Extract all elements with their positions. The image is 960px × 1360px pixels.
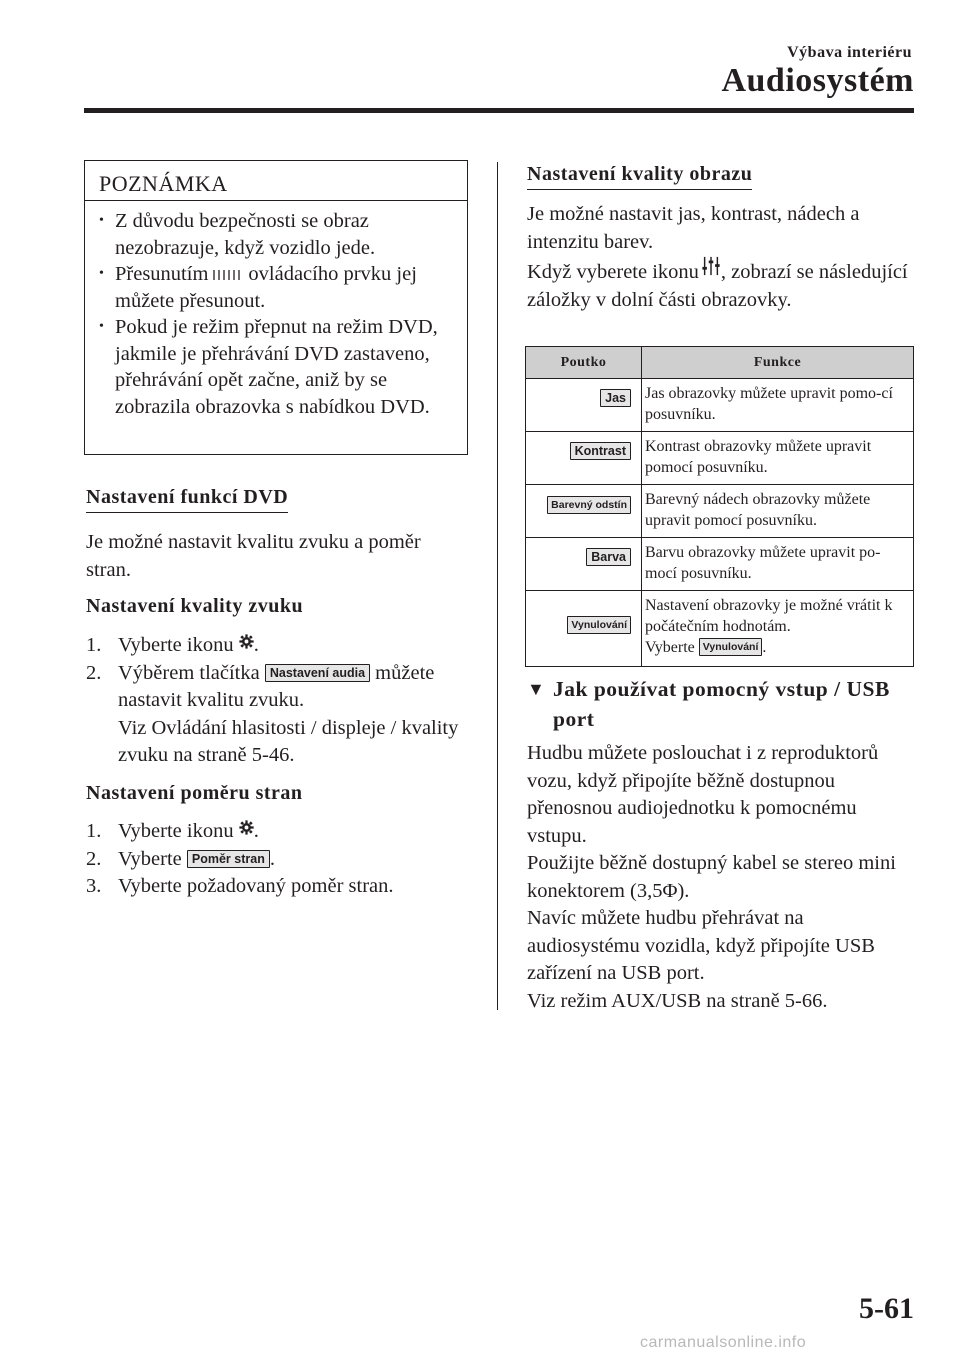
table-cell-function: Barvu obrazovky můžete upravit po-mocí posuvníku. (642, 538, 914, 591)
dvd-heading: Nastavení funkcí DVD (86, 486, 288, 513)
table-cell-tab (526, 379, 642, 432)
tab-contrast-button[interactable]: Kontrast (570, 442, 631, 460)
note-divider (85, 200, 467, 201)
step-text-end: . (253, 820, 259, 842)
aux-body (527, 740, 915, 1015)
step-text-end: . (253, 634, 259, 656)
note-item-text-before: Přesunutím (115, 263, 209, 285)
step-text (118, 846, 470, 874)
note-item-text-after: ovládacího prvku jej můžete přesunout. (115, 263, 417, 312)
note-item-text (115, 261, 459, 314)
image-intro-text-2 (527, 256, 915, 314)
note-item (99, 261, 459, 314)
step-number: 3. (86, 875, 102, 897)
sliders-icon (701, 256, 721, 276)
table-cell-function-text: Nastavení obrazovky je možné vrátit k počátečním hodnotám. (645, 597, 893, 635)
column-header-tab: Poutko (526, 347, 642, 379)
aux-paragraph: Navíc můžete hudbu přehrávat na audiosystému vozidla, když připojíte USB zařízení na USB port. (527, 907, 875, 984)
aspect-steps (86, 818, 470, 901)
watermark: carmanualsonline.info (640, 1334, 807, 1351)
tab-brightness-button[interactable]: Jas (600, 389, 631, 407)
image-section (527, 163, 752, 186)
bullet-icon: • (99, 213, 104, 228)
aspect-heading: Nastavení poměru stran (86, 782, 303, 804)
step-text: Vyberte požadovaný poměr stran. (118, 875, 394, 897)
aspect-ratio-button[interactable]: Poměr stran (187, 850, 270, 868)
table-row (526, 485, 914, 538)
table-row (526, 538, 914, 591)
step-text-label: Výběrem tlačítka (118, 661, 260, 684)
table-cell-tab (526, 432, 642, 485)
table-cell-extra-end: . (762, 639, 767, 656)
step-item (86, 632, 470, 660)
aux-heading-row (527, 674, 915, 734)
step-text-after: můžete nastavit kvalitu zvuku. (118, 661, 435, 711)
table-cell-function: Jas obrazovky můžete upravit pomo-cí posuvníku. (642, 379, 914, 432)
image-intro-after: , zobrazí se následující záložky v dolní části obrazovky. (527, 261, 908, 311)
note-item (99, 208, 459, 261)
dvd-intro: Je možné nastavit kvalitu zvuku a poměr stran. (86, 531, 421, 581)
step-text (118, 818, 470, 846)
table-cell-extra-text: Vyberte (645, 639, 695, 656)
table-row (526, 432, 914, 485)
step-number: 1. (86, 820, 102, 842)
tab-color-button[interactable]: Barva (586, 548, 631, 566)
step-item (86, 660, 470, 770)
table-cell-function: Kontrast obrazovky můžete upravit pomocí posuvníku. (642, 432, 914, 485)
table-cell-tab (526, 591, 642, 667)
bullet-icon: • (99, 266, 104, 281)
step-text-label: Vyberte ikonu (118, 820, 234, 842)
aux-paragraph: Hudbu můžete poslouchat i z reproduktorů vozu, když připojíte běžně dostupnou přenosnou audiojednotku k pomocnému vstupu. (527, 742, 879, 847)
image-intro-text: Je možné nastavit jas, kontrast, nádech a intenzitu barev. (527, 203, 860, 253)
table-cell-tab (526, 485, 642, 538)
reset-button[interactable]: Vynulování (699, 638, 763, 656)
audio-settings-button[interactable]: Nastavení audia (265, 664, 370, 682)
note-box (84, 160, 468, 455)
step-number: 2. (86, 661, 102, 684)
step-item (86, 846, 470, 874)
table-cell-function: Barevný nádech obrazovky můžete upravit pomocí posuvníku. (642, 485, 914, 538)
note-list (99, 208, 459, 420)
step-text (118, 632, 470, 660)
step-number: 1. (86, 634, 102, 656)
note-item-text: Pokud je režim přepnut na režim DVD, jakmile je přehrávání DVD zastaveno, přehrávání opět začne, aniž by se zobrazila obrazovka s nabídkou DVD. (115, 316, 438, 418)
step-item (86, 818, 470, 846)
aux-heading: Jak používat pomocný vstup / USB port (553, 677, 890, 731)
header-rule (84, 108, 914, 113)
table-cell-function (642, 591, 914, 667)
table-row (526, 591, 914, 667)
note-title: POZNÁMKA (99, 171, 228, 196)
image-heading: Nastavení kvality obrazu (527, 163, 752, 190)
gear-icon (239, 820, 254, 835)
table-cell-tab (526, 538, 642, 591)
gear-icon (239, 634, 254, 649)
step-reference: Viz Ovládání hlasitosti / displeje / kvality zvuku na straně 5-46. (118, 716, 459, 766)
step-item (86, 873, 470, 901)
tab-tint-button[interactable]: Barevný odstín (547, 496, 631, 514)
step-text-end: . (269, 847, 275, 870)
tab-reset-button[interactable]: Vynulování (567, 616, 631, 634)
step-text-label: Vyberte ikonu (118, 634, 234, 656)
note-item (99, 314, 459, 420)
drag-handle-icon (211, 269, 245, 281)
dvd-section (86, 486, 288, 509)
step-text-label: Vyberte (118, 847, 182, 870)
sound-heading: Nastavení kvality zvuku (86, 595, 304, 617)
column-divider (497, 162, 498, 1010)
table-row (526, 379, 914, 432)
aux-paragraph: Viz režim AUX/USB na straně 5-66. (527, 989, 828, 1012)
image-intro (527, 201, 915, 314)
aux-paragraph: Použijte běžně dostupný kabel se stereo mini konektorem (3,5Φ). (527, 852, 896, 902)
sound-steps (86, 632, 470, 770)
column-header-function: Funkce (642, 347, 914, 379)
image-intro-before: Když vyberete ikonu (527, 261, 699, 283)
step-number: 2. (86, 847, 102, 870)
triangle-marker-icon: ▼ (527, 679, 546, 699)
chapter-title: Audiosystém (721, 62, 914, 99)
table-header-row (526, 347, 914, 379)
bullet-icon: • (99, 319, 104, 334)
tabs-table (525, 346, 914, 667)
step-text (118, 660, 470, 770)
page-number: 5-61 (859, 1292, 914, 1325)
note-item-text: Z důvodu bezpečnosti se obraz nezobrazuje, když vozidlo jede. (115, 210, 376, 259)
section-title: Výbava interiéru (787, 44, 912, 61)
